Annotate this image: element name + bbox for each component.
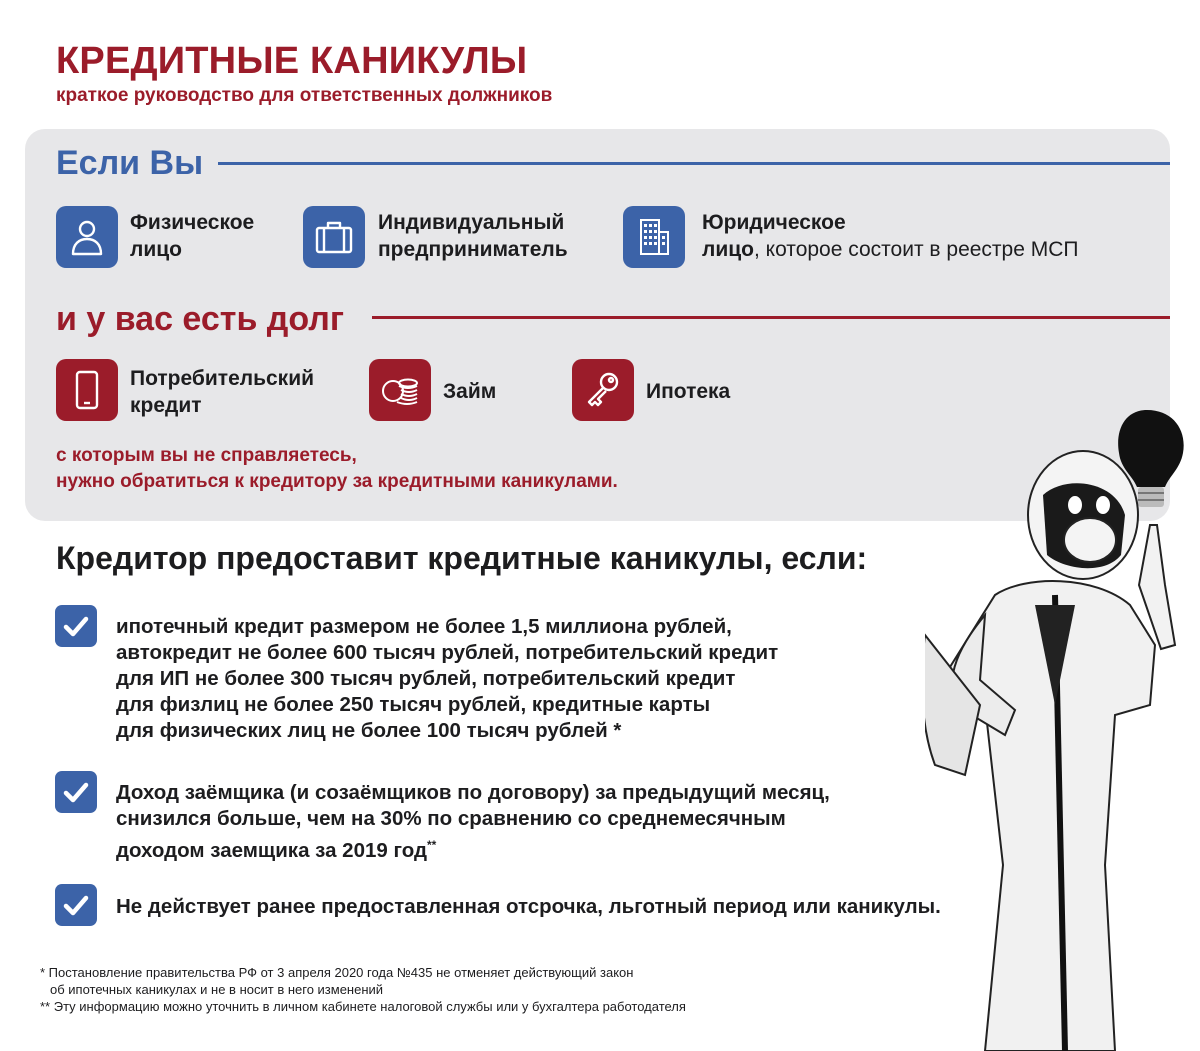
conditions-heading: Кредитор предоставит кредитные каникулы, если: — [56, 540, 868, 576]
page-title: КРЕДИТНЫЕ КАНИКУЛЫ — [56, 40, 528, 82]
coins-icon — [369, 359, 431, 421]
briefcase-icon — [303, 206, 365, 268]
who-divider — [218, 162, 1170, 165]
debt-note: с которым вы не справляетесь, нужно обратиться к кредитору за кредитными каникулами. — [56, 445, 618, 492]
who-item-entrepreneur: Индивидуальный предприниматель — [378, 211, 568, 261]
checkmark-icon — [55, 605, 97, 647]
debt-item-loan: Займ — [443, 380, 497, 403]
building-icon — [623, 206, 685, 268]
condition-item-no-deferral: Не действует ранее предоставленная отсрочка, льготный период или каникулы. — [116, 895, 941, 918]
debt-divider — [372, 316, 1170, 319]
who-item-legal-entity: Юридическое лицо, которое состоит в реестре МСП — [702, 211, 1079, 261]
who-item-individual: Физическое лицо — [130, 211, 255, 261]
checkmark-icon — [55, 884, 97, 926]
debt-item-consumer-credit: Потребительский кредит — [130, 367, 315, 417]
debt-item-mortgage: Ипотека — [646, 380, 731, 403]
checkmark-icon — [55, 771, 97, 813]
condition-item-income: Доход заёмщика (и созаёмщиков по договору) за предыдущий месяц, снизился больше, чем на 30% по сравнению со среднемесячным доходом заемщика за 2019 год** — [116, 781, 830, 862]
key-icon — [572, 359, 634, 421]
page-subtitle: краткое руководство для ответственных должников — [56, 85, 553, 106]
person-icon — [56, 206, 118, 268]
condition-item-limits: ипотечный кредит размером не более 1,5 миллиона рублей, автокредит не более 600 тысяч рублей, потребительский кредит для ИП не более 300 тысяч рублей, потребительский кредит для физлиц не более 250 тысяч рублей, кредитные карты для физических лиц не более 100 тысяч рублей * — [116, 615, 779, 742]
phone-icon — [56, 359, 118, 421]
who-heading: Если Вы — [56, 144, 204, 182]
footnotes: * Постановление правительства РФ от 3 апреля 2020 года №435 не отменяет действующий закон об ипотечных каникулах и не в носит в него изменений ** Эту информацию можно уточнить в личном кабинете налоговой службы или у бухгалтера работодателя — [40, 965, 686, 1014]
debt-heading: и у вас есть долг — [56, 300, 345, 338]
mascot-illustration — [925, 405, 1200, 1051]
